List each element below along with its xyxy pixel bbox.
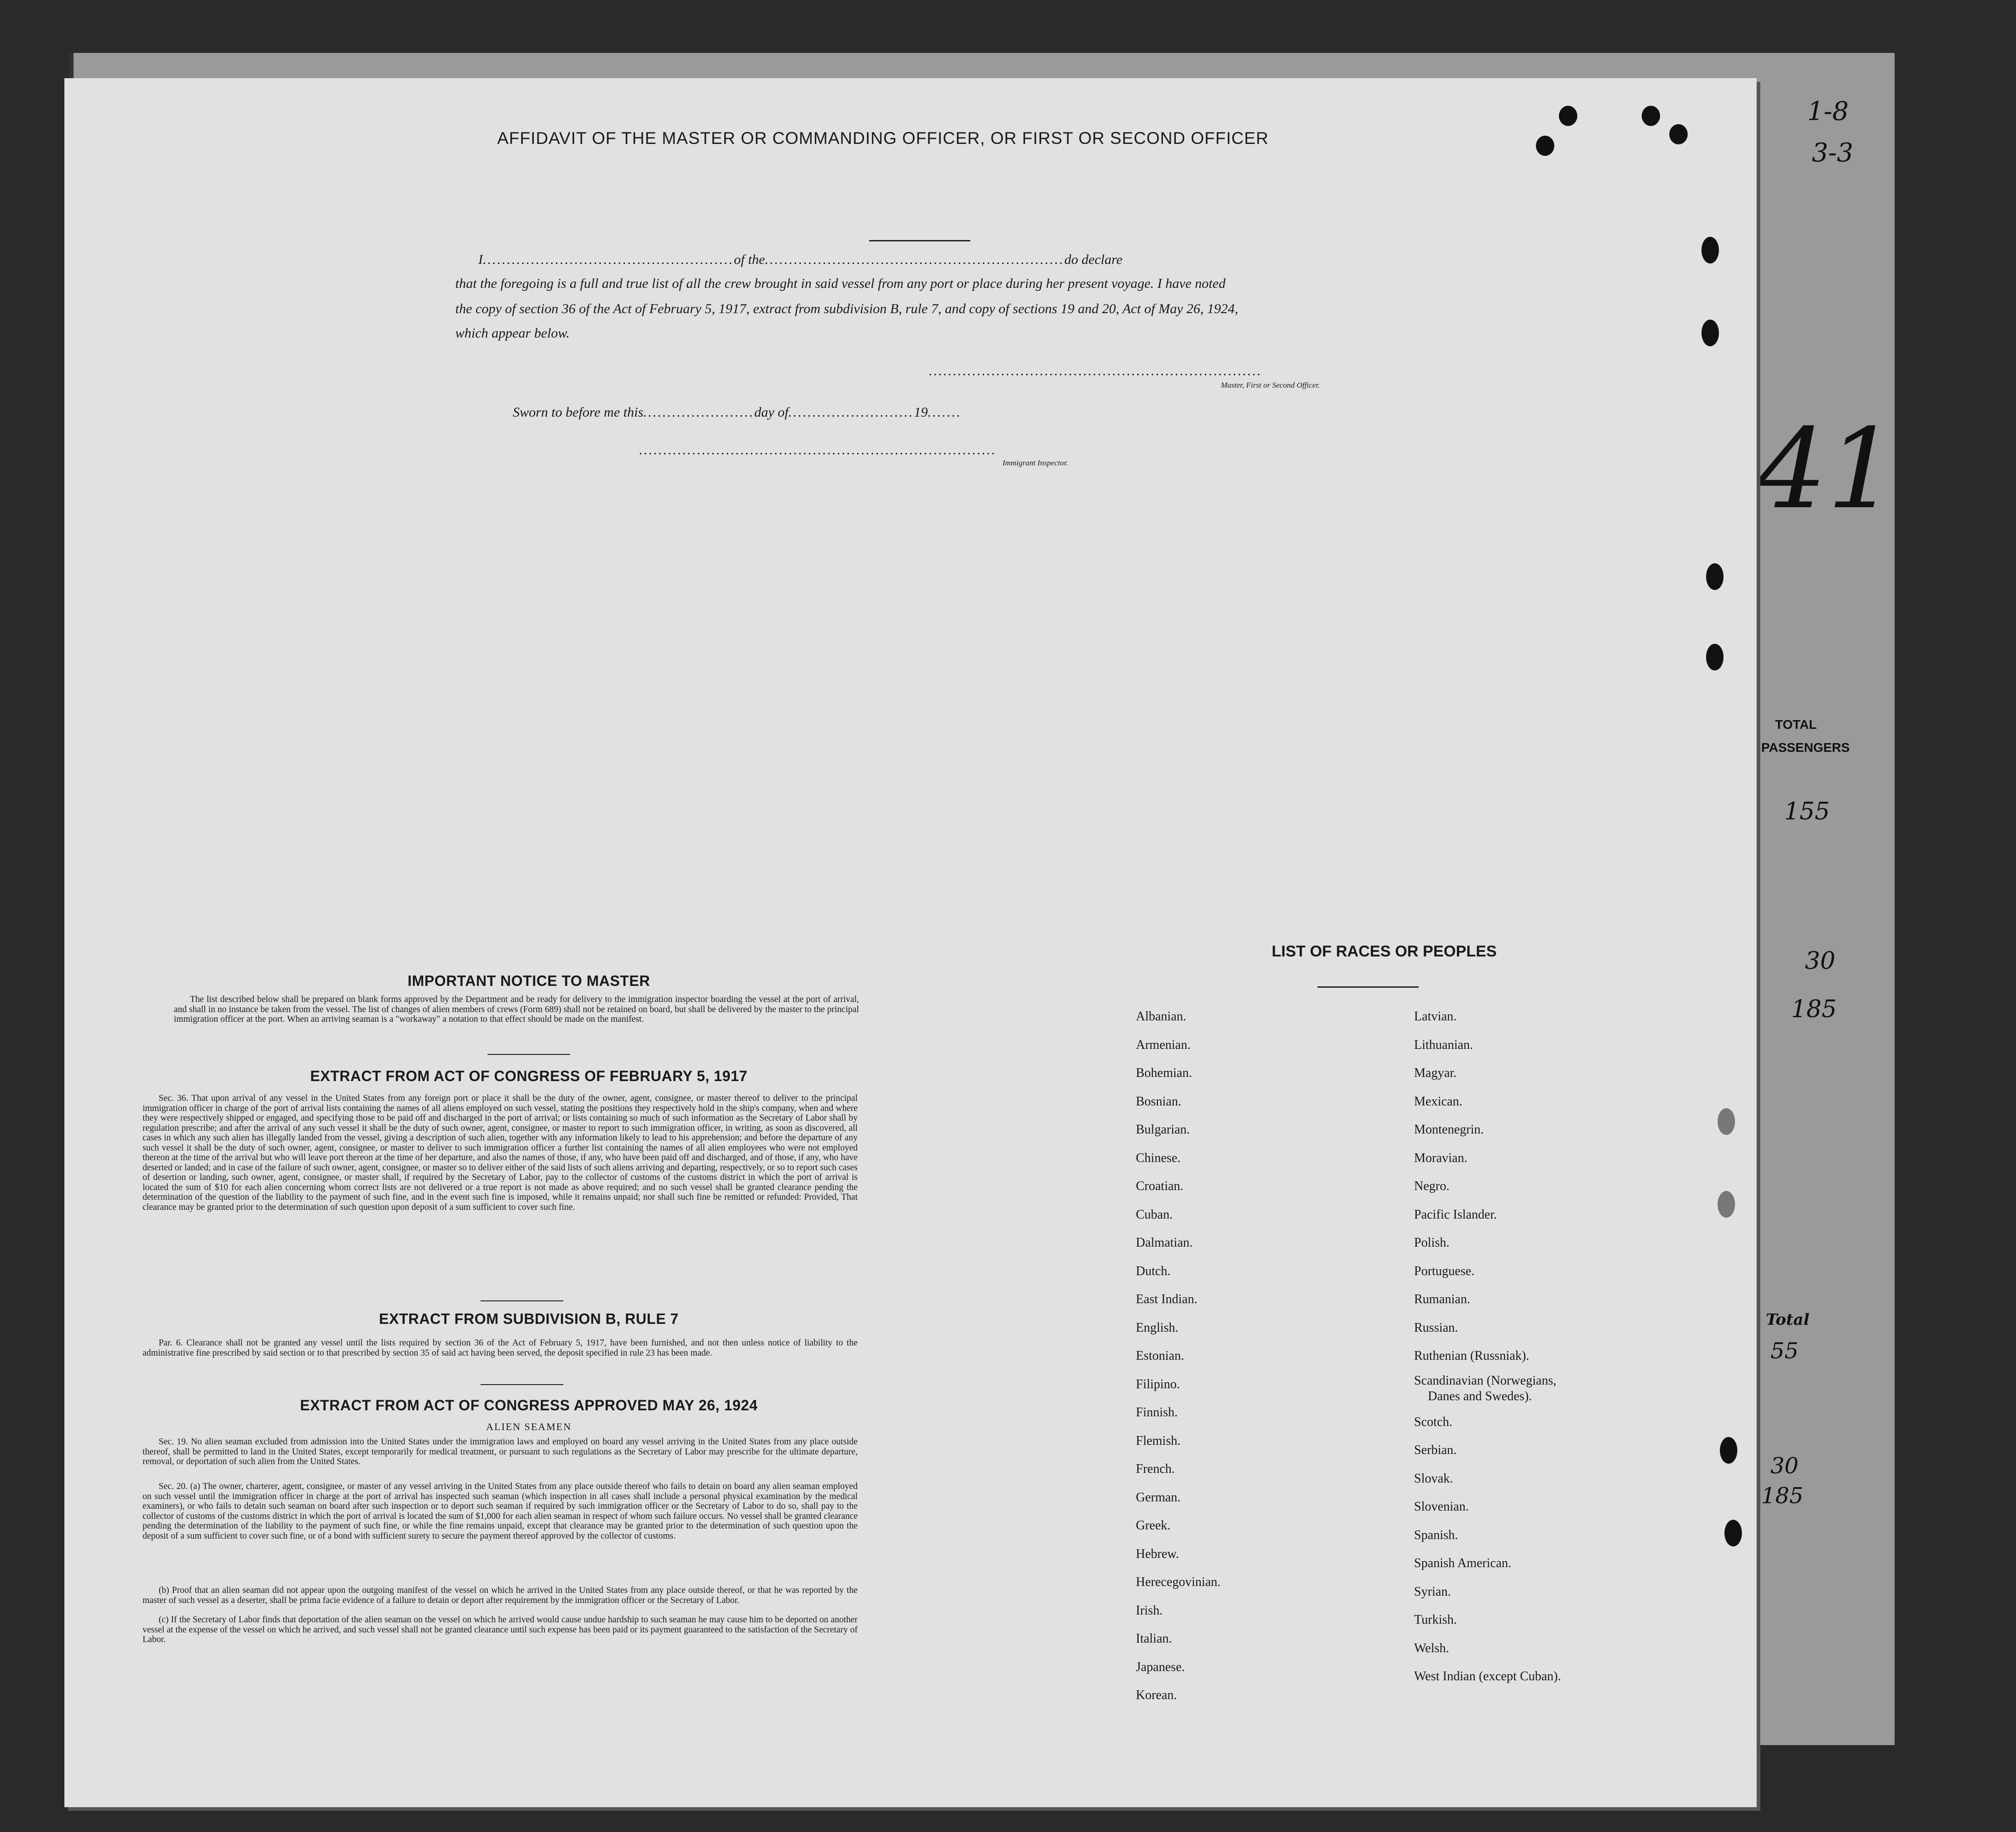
rule7-rule [481,1384,563,1385]
affidavit-title: AFFIDAVIT OF THE MASTER OR COMMANDING OFFICER, OR FIRST OR SECOND OFFICER [497,129,1269,148]
punch-hole [1701,237,1719,263]
race-item: Montenegrin. [1414,1122,1484,1137]
race-item: Scandinavian (Norwegians, [1414,1373,1557,1388]
race-item: West Indian (except Cuban). [1414,1669,1561,1683]
race-item: German. [1136,1490,1181,1505]
race-item: Korean. [1136,1688,1177,1702]
punch-hole [1706,644,1724,670]
races-right-column [1414,1002,1561,1691]
total-30-lower: 30 [1770,1453,1799,1479]
ink-blot [1642,106,1660,126]
inspector-caption: Immigrant Inspector. [1002,458,1068,467]
punch-hole [1724,1520,1742,1546]
race-item: Spanish. [1414,1528,1458,1542]
hand-note-1-8: 1-8 [1807,97,1849,126]
race-item: Dutch. [1136,1264,1171,1278]
total-label-lower: Total [1766,1311,1810,1329]
declaration-of: of the [734,252,765,267]
race-item: Albanian. [1136,1009,1186,1024]
race-item: Portuguese. [1414,1264,1475,1278]
race-item: Armenian. [1136,1037,1191,1052]
race-item: Moravian. [1414,1151,1467,1165]
race-item: Hebrew. [1136,1546,1179,1561]
punch-hole [1701,320,1719,346]
rule7-text: Par. 6. Clearance shall not be granted any vessel until the lists required by section 36 of the Act of February 5, 1917, have been furnished, and not then unless notice of liability to the administrative fine prescribed by said section or to that prescribed by section 35 of said act having been served, the deposit specified in rule 23 has been made. [143,1338,858,1358]
race-item: Rumanian. [1414,1292,1471,1306]
race-item: Bulgarian. [1136,1122,1190,1137]
notice-title: IMPORTANT NOTICE TO MASTER [407,973,650,989]
ink-blot [1669,124,1688,144]
race-item: Polish. [1414,1236,1450,1250]
hand-note-41: 41 [1757,405,1897,533]
total-155: 155 [1784,798,1830,825]
race-item: Slovak. [1414,1471,1453,1486]
alien-seamen-heading: ALIEN SEAMEN [486,1421,572,1432]
punch-hole [1720,1437,1737,1464]
extract-1917-title: EXTRACT FROM ACT OF CONGRESS OF FEBRUARY 5, 1917 [310,1068,748,1084]
race-item: Japanese. [1136,1660,1185,1674]
sec20a-text: Sec. 20. (a) The owner, charterer, agent, consignee, or master of any vessel arriving in the United States from any place outside thereof who fails to detain on board any alien seaman employed on such vessel until the immigration officer in charge at the port of arrival has inspected such seaman (which inspection in all cases shall include a personal physical examination by the medical examiners), or who fails to detain such seaman on board after such inspection or to deport such seaman if required by such immigration officer or the Secretary of Labor to do so, shall pay to the collector of customs of the customs district in which the port of arrival is located the sum of $1,000 for each alien seaman in respect of whom such failure occurs. No vessel shall be granted clearance pending the determination of the liability to the payment of such fine, or while the fine remains unpaid, except that clearance may be granted prior to the determination of such question upon the deposit of a sum sufficient to cover such fine, or of a bond with sufficient surety to secure the payment thereof approved by the collector of customs. [143,1482,858,1541]
race-item: Irish. [1136,1603,1163,1618]
race-item: Magyar. [1414,1066,1457,1080]
punch-hole [1706,563,1724,590]
affidavit-body-1: that the foregoing is a full and true list of all the crew brought in said vessel from any port or place during her present voyage. I have noted [455,276,1226,291]
race-item: Scotch. [1414,1414,1453,1429]
affidavit-body-2: the copy of section 36 of the Act of February 5, 1917, extract from subdivision B, rule 7, and copy of sections 19 and 20, Act of May 26, 1924, [455,301,1238,316]
race-item: Spanish American. [1414,1556,1512,1570]
race-item: Dalmatian. [1136,1236,1193,1250]
hand-note-3-3: 3-3 [1812,138,1854,168]
sec20b-text: (b) Proof that an alien seaman did not appear upon the outgoing manifest of the vessel on which he arrived in the United States from any place outside thereof, or that he was reported by the master of such vessel as a deserter, shall be prima facie evidence of a failure to detain or deport after requirement by the immigration officer or the Secretary of Labor. [143,1586,858,1605]
race-item: Ruthenian (Russniak). [1414,1349,1529,1363]
punch-hole [1718,1108,1735,1135]
ink-blot [1536,136,1554,156]
races-left-column [1136,1002,1220,1710]
race-item: Bohemian. [1136,1066,1192,1080]
notice-rule [487,1054,570,1055]
race-item: Welsh. [1414,1641,1449,1655]
inspector-signature-line: .......................................................................... [639,442,997,458]
races-title: LIST OF RACES OR PEOPLES [1271,943,1497,960]
race-item: Croatian. [1136,1179,1184,1193]
sec19-text: Sec. 19. No alien seaman excluded from admission into the United States under the immigration laws and employed on board any vessel arriving in the United States from any place outside thereof, shall be permitted to land in the United States, except temporarily for medical treatment, or pursuant to such regulations as the Secretary of Labor may prescribe for the ultimate departure, removal, or deportation of such alien from the United States. [143,1437,858,1466]
race-item: Russian. [1414,1320,1458,1335]
race-item: Slovenian. [1414,1500,1469,1514]
declaration-i: I [478,252,483,267]
race-item: Lithuanian. [1414,1037,1473,1052]
title-rule [869,240,970,241]
race-item: Mexican. [1414,1094,1462,1109]
total-55: 55 [1770,1338,1799,1364]
race-item: Cuban. [1136,1207,1173,1222]
race-item: East Indian. [1136,1292,1197,1306]
master-signature-line: ..................................................................... [929,363,1262,378]
race-item: Herecegovinian. [1136,1575,1221,1589]
declaration-end: do declare [1064,252,1123,267]
race-item: Syrian. [1414,1584,1451,1599]
sworn-line: Sworn to before me this.......................day of..........................19....... [513,405,962,420]
extract-1917-rule [481,1300,563,1301]
sworn-text-1: Sworn to before me this [513,405,643,420]
notice-text: The list described below shall be prepared on blank forms approved by the Department and be ready for delivery to the immigration inspector boarding the vessel at the port of arrival, and shall in no instance be taken from the vessel. The list of changes of alien members of crews (Form 689) shall not be retained on board, but shall be delivered by the master to the principal immigration officer at the port. When an arriving seaman is a "workaway" a notation to that effect should be made on the manifest. [174,995,859,1024]
rule7-title: EXTRACT FROM SUBDIVISION B, RULE 7 [379,1311,679,1327]
race-item: Latvian. [1414,1009,1457,1024]
race-item: Negro. [1414,1179,1449,1193]
total-185: 185 [1791,996,1837,1023]
passengers-label: PASSENGERS [1761,740,1850,755]
race-item: Chinese. [1136,1151,1181,1165]
extract-1924-title: EXTRACT FROM ACT OF CONGRESS APPROVED MAY 26, 1924 [300,1397,758,1414]
race-item: English. [1136,1320,1179,1335]
race-item: Greek. [1136,1518,1171,1533]
sworn-text-2: day of [754,405,789,420]
sworn-text-3: 19 [914,405,928,420]
race-item: French. [1136,1462,1175,1476]
master-caption: Master, First or Second Officer. [1221,381,1320,389]
ink-blot [1559,106,1577,126]
race-item: Serbian. [1414,1443,1457,1457]
race-item: Filipino. [1136,1377,1180,1391]
sec20c-text: (c) If the Secretary of Labor finds that deportation of the alien seaman on the vessel on which he arrived would cause undue hardship to such seaman he may cause him to be deported on another vessel at the expense of the vessel on which he arrived, and such vessel shall not be granted clearance until such expense has been paid or its payment guaranteed to the satisfaction of the Secretary of Labor. [143,1615,858,1644]
total-label: TOTAL [1775,717,1817,732]
race-item: Bosnian. [1136,1094,1181,1109]
declaration-line: I....................................................of the..............................................................do declare [478,252,1123,267]
race-item: Danes and Swedes). [1428,1389,1532,1403]
punch-hole [1718,1191,1735,1218]
race-item: Estonian. [1136,1349,1184,1363]
total-30: 30 [1805,947,1836,975]
race-item: Pacific Islander. [1414,1207,1497,1222]
races-rule [1317,986,1419,988]
race-item: Italian. [1136,1632,1172,1646]
race-item-multiline [1414,1370,1561,1408]
extract-1917-text: Sec. 36. That upon arrival of any vessel in the United States from any foreign port or place it shall be the duty of the owner, agent, consignee, or master thereof to deliver to the principal immigration officer in charge of the port of arrival lists containing the names of all aliens employed on such vessel, stating the positions they respectively hold in the ship's company, when and where they were respectively shipped or engaged, and specifying those to be paid off and discharged in the port of arrival; or lists containing so much of such information as the Secretary of Labor shall by regulation prescribe; and after the arrival of any such vessel it shall be the duty of such owner, agent, consignee, or master to report to such immigration officer, in writing, as soon as discovered, all cases in which any such alien has illegally landed from the vessel, giving a description of such alien, together with any information likely to lead to his apprehension; and before the departure of any such vessel it shall be the duty of such owner, agent, consignee, or master to deliver to such immigration officer a further list containing the names of all alien employees who were not employed thereon at the time of the arrival but who will leave port thereon at the time of her departure, and also the names of those, if any, who have been paid off and discharged, and of those, if any, who have deserted or landed; and in case of the failure of such owner, agent, consignee, or master so to deliver either of the said lists of such aliens arriving and departing, respectively, or so to report such cases of desertion or landing, such owner, agent, consignee, or master shall, if required by the Secretary of Labor, pay to the collector of customs of the customs district in which the port of arrival is located the sum of $10 for each alien concerning whom correct lists are not delivered or a true report is not made as above required; and no such vessel shall be granted clearance pending the determination of the question of the liability to the payment of such fine, and in the event such fine is imposed, while it remains unpaid; nor shall such fine be remitted or refunded: Provided, That clearance may be granted prior to the determination of such question upon deposit of a sum sufficient to cover such fine. [143,1093,858,1212]
affidavit-body-3: which appear below. [455,326,570,341]
race-item: Flemish. [1136,1433,1181,1448]
race-item: Finnish. [1136,1405,1178,1420]
total-185-lower: 185 [1761,1483,1804,1509]
race-item: Turkish. [1414,1613,1457,1627]
